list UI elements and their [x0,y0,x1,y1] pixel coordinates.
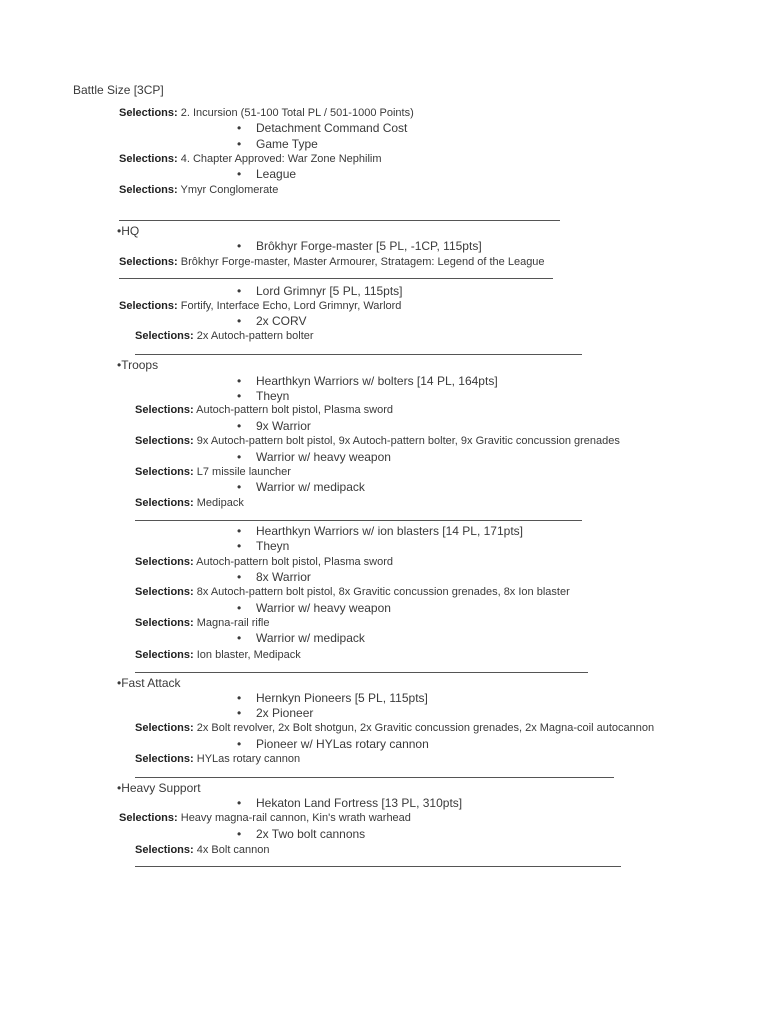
unit-entry: Hekaton Land Fortress [13 PL, 310pts] [256,796,463,810]
bullet-icon: • [237,284,242,298]
unit-entry: 2x CORV [256,314,307,328]
divider [119,278,553,279]
bullet-icon: • [237,374,242,388]
bullet-icon: • [237,691,242,705]
unit-entry: Hernkyn Pioneers [5 PL, 115pts] [256,691,428,705]
bullet-icon: • [237,524,242,538]
section-heading-heavy-support: •Heavy Support [117,781,201,795]
model-entry: 8x Warrior [256,570,311,584]
selections-label: Selections: [119,153,178,165]
selections-label: Selections: [119,184,178,196]
divider [135,520,582,521]
selection-line [135,618,270,629]
selections-label: Selections: [135,330,194,342]
model-entry: Theyn [256,539,290,553]
model-entry: 2x Pioneer [256,706,314,720]
selection-value: HYLas rotary cannon [196,753,301,765]
bullet-icon: • [237,480,242,494]
selections-label: Selections: [135,844,194,856]
bullet-icon: • [237,601,242,615]
bullet-icon: • [237,450,242,464]
selection-line [135,754,300,765]
model-entry: Warrior w/ heavy weapon [256,601,391,615]
selections-label: Selections: [119,256,178,268]
selection-value: 2x Autoch-pattern bolter [196,330,314,342]
bullet-icon: • [237,419,242,433]
unit-entry: Lord Grimnyr [5 PL, 115pts] [256,284,403,298]
selection-value: Ymyr Conglomerate [180,184,279,196]
section-heading-troops: •Troops [117,358,159,372]
selections-label: Selections: [135,556,194,568]
selection-value: 8x Autoch-pattern bolt pistol, 8x Gravitic concussion grenades, 8x Ion blaster [196,586,570,598]
model-entry: 2x Two bolt cannons [256,827,366,841]
bullet-icon: • [237,539,242,553]
selection-value: 2. Incursion (51-100 Total PL / 501-1000 Points) [180,107,414,119]
list-item: League [256,167,297,181]
selection-line [119,108,414,119]
bullet-icon: • [237,706,242,720]
bullet-icon: • [237,239,242,253]
selection-line [135,650,301,661]
section-heading-hq: •HQ [117,224,140,238]
selections-label: Selections: [119,300,178,312]
selection-line [135,845,270,856]
page-title: Battle Size [3CP] [73,83,164,97]
bullet-icon: • [237,827,242,841]
selection-value: 4x Bolt cannon [196,844,270,856]
bullet-icon: • [237,121,242,135]
bullet-icon: • [237,314,242,328]
unit-entry: Hearthkyn Warriors w/ ion blasters [14 PL, 171pts] [256,524,523,538]
bullet-icon: • [237,796,242,810]
selection-line [135,587,570,598]
selections-label: Selections: [135,466,194,478]
bullet-icon: • [237,389,242,403]
selections-label: Selections: [135,404,194,416]
selection-value: Brôkhyr Forge-master, Master Armourer, Stratagem: Legend of the League [180,256,545,268]
bullet-icon: • [237,631,242,645]
section-heading-fast-attack: •Fast Attack [117,676,181,690]
selections-label: Selections: [135,497,194,509]
selection-line [119,257,545,268]
selection-line [119,154,382,165]
selection-value: Autoch-pattern bolt pistol, Plasma sword [196,404,394,416]
selection-value: Medipack [196,497,244,509]
selections-label: Selections: [135,435,194,447]
bullet-icon: • [237,737,242,751]
bullet-icon: • [237,570,242,584]
list-item: Game Type [256,137,318,151]
selection-line [119,813,411,824]
selection-line [135,405,393,416]
unit-entry: Brôkhyr Forge-master [5 PL, -1CP, 115pts] [256,239,482,253]
selection-value: 4. Chapter Approved: War Zone Nephilim [180,153,382,165]
bullet-icon: • [237,167,242,181]
divider [135,672,588,673]
selections-label: Selections: [135,722,194,734]
selection-value: 9x Autoch-pattern bolt pistol, 9x Autoch-pattern bolter, 9x Gravitic concussion grenades [196,435,620,447]
divider [119,220,560,221]
selection-value: L7 missile launcher [196,466,291,478]
selection-value: Ion blaster, Medipack [196,649,301,661]
model-entry: Warrior w/ medipack [256,480,365,494]
selection-value: Fortify, Interface Echo, Lord Grimnyr, Warlord [180,300,402,312]
selection-line [119,301,401,312]
selection-line [135,331,314,342]
selections-label: Selections: [135,617,194,629]
bullet-icon: • [237,137,242,151]
selection-line [135,723,654,734]
selection-value: Magna-rail rifle [196,617,270,629]
selection-line [119,185,278,196]
divider [135,866,621,867]
divider [135,777,614,778]
selections-label: Selections: [119,107,178,119]
list-item: Detachment Command Cost [256,121,408,135]
selection-value: Autoch-pattern bolt pistol, Plasma sword [196,556,394,568]
selection-line [135,498,244,509]
selections-label: Selections: [135,753,194,765]
unit-entry: Hearthkyn Warriors w/ bolters [14 PL, 164pts] [256,374,498,388]
model-entry: Warrior w/ heavy weapon [256,450,391,464]
model-entry: Warrior w/ medipack [256,631,365,645]
model-entry: Theyn [256,389,290,403]
selections-label: Selections: [135,649,194,661]
selection-line [135,436,620,447]
selection-line [135,467,291,478]
model-entry: 9x Warrior [256,419,311,433]
model-entry: Pioneer w/ HYLas rotary cannon [256,737,429,751]
selections-label: Selections: [119,812,178,824]
selections-label: Selections: [135,586,194,598]
selection-line [135,557,393,568]
selection-value: 2x Bolt revolver, 2x Bolt shotgun, 2x Gravitic concussion grenades, 2x Magna-coil autocannon [196,722,655,734]
selection-value: Heavy magna-rail cannon, Kin's wrath warhead [180,812,411,824]
divider [135,354,582,355]
